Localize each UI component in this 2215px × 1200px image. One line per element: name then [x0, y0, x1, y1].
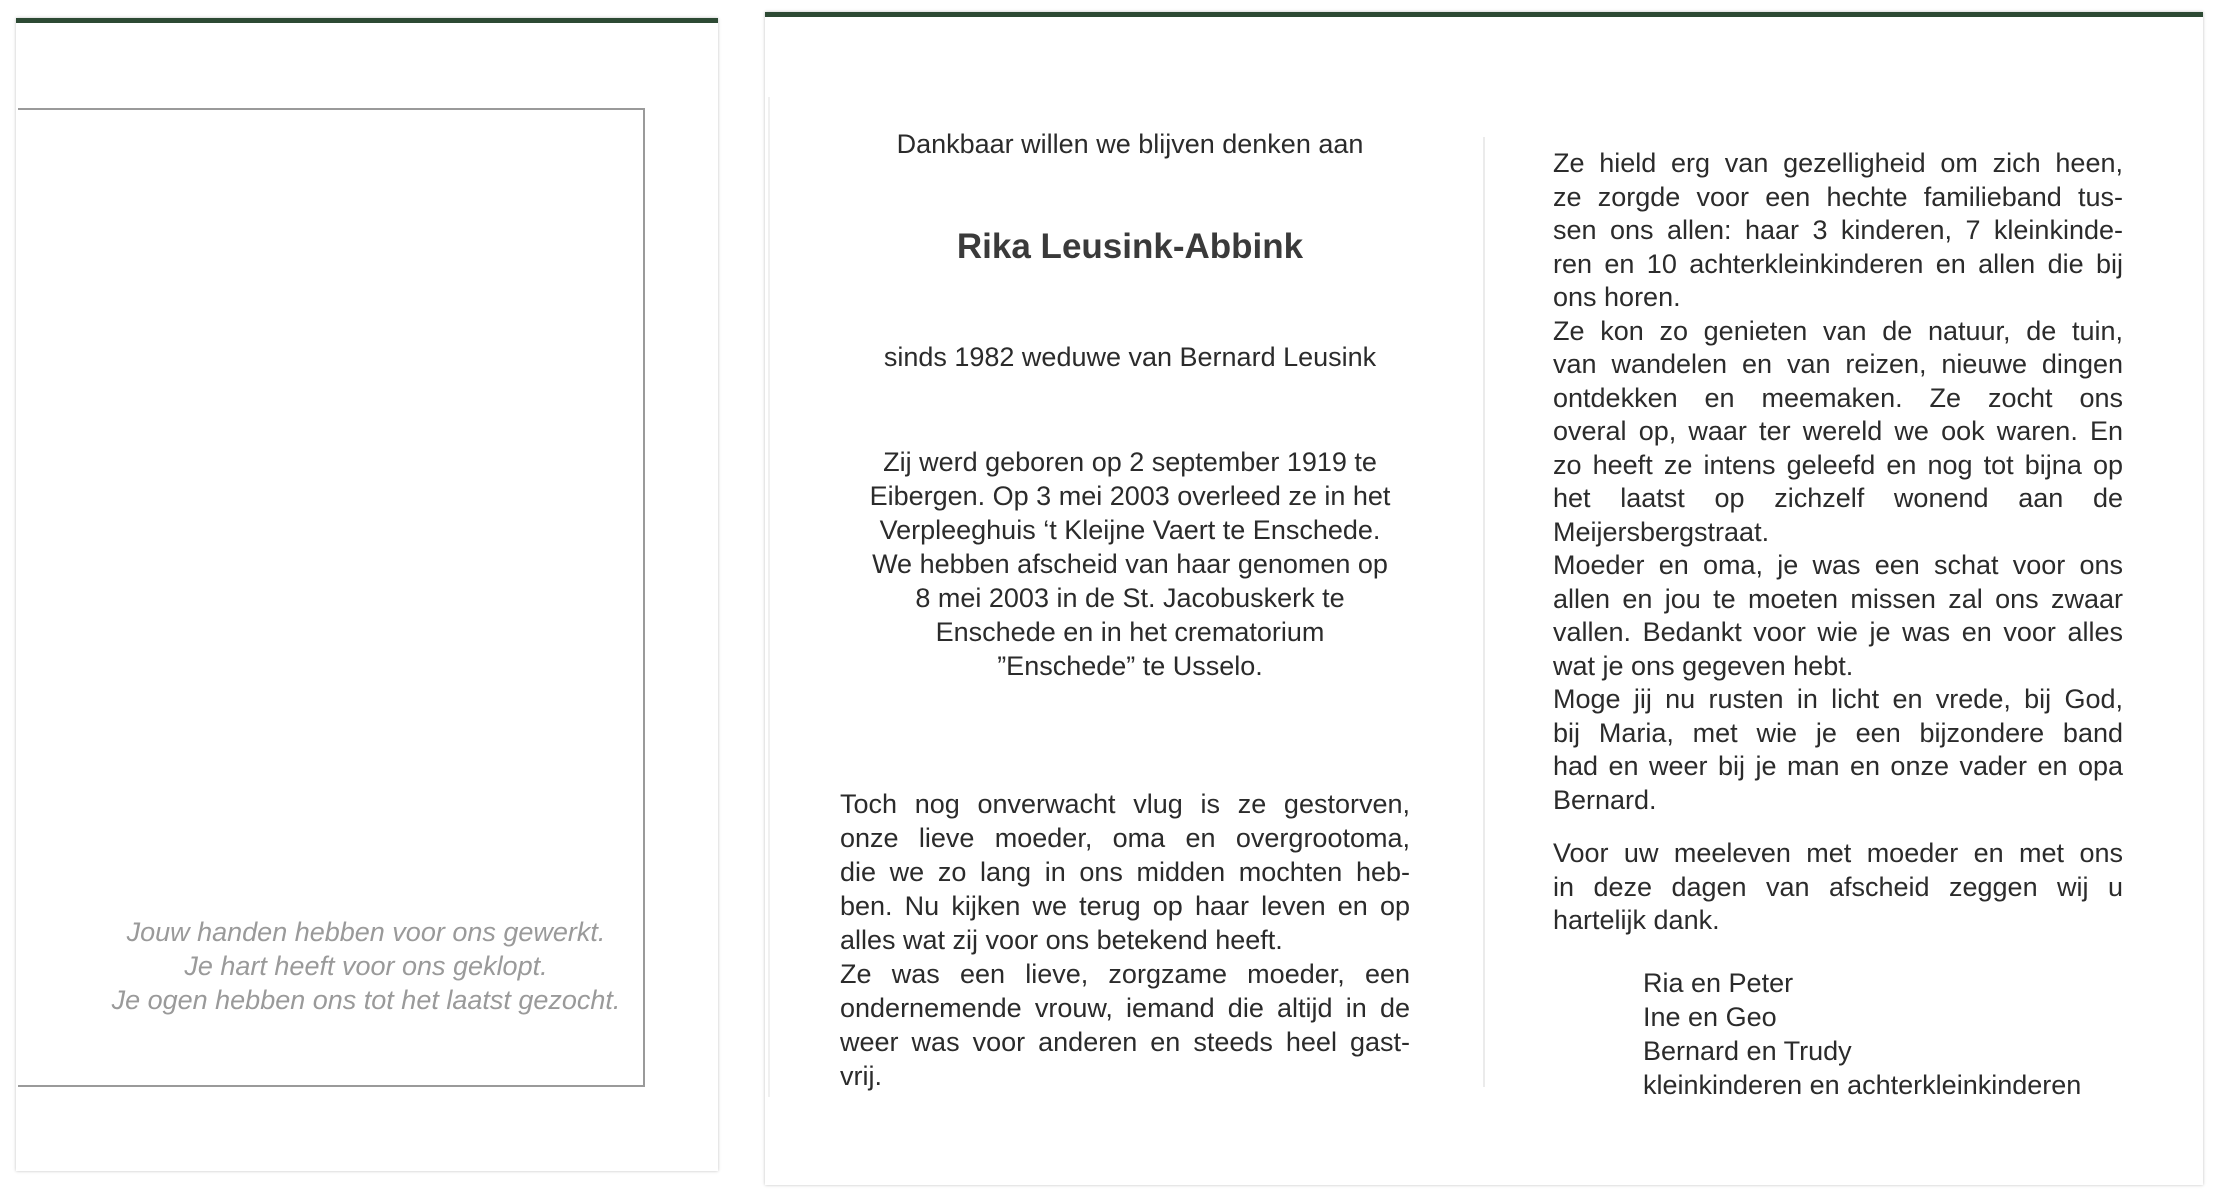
- right-card-panel: [765, 12, 2203, 1185]
- biography: [825, 445, 1435, 683]
- text-line: Bernard.: [1553, 784, 1657, 815]
- text-line: overal op, waar ter wereld we ook waren. En: [1553, 416, 2123, 446]
- text-line: allen en jou te moeten missen zal ons zwaar: [1553, 583, 2123, 614]
- text-line: het laatst op zichzelf wonend aan de: [1553, 483, 2123, 513]
- left-card-panel: [16, 18, 718, 1171]
- text-line: alles wat zij voor ons betekend heeft.: [840, 925, 1283, 955]
- bio-line: 8 mei 2003 in de St. Jacobuskerk te: [915, 583, 1345, 613]
- text-line: Ze was een lieve, zorgzame moeder, een: [840, 959, 1410, 989]
- signer-name: Ria en Peter: [1643, 967, 1794, 998]
- signer-name: kleinkinderen en achterkleinkinderen: [1643, 1069, 2082, 1100]
- text-line: van wandelen en van reizen, nieuwe dingen: [1553, 349, 2123, 379]
- text-line: Ze hield erg van gezelligheid om zich heen,: [1553, 148, 2123, 178]
- memorial-paragraph-2: [1553, 147, 2123, 817]
- text-line: die we zo lang in ons midden mochten heb-: [840, 857, 1410, 887]
- poem-line: Je hart heeft voor ons geklopt.: [184, 951, 548, 981]
- poem-line: Je ogen hebben ons tot het laatst gezocht.: [111, 985, 621, 1015]
- text-line: ren en 10 achterkleinkinderen en allen die bij: [1553, 248, 2123, 279]
- text-line: ondernemende vrouw, iemand die altijd in de: [840, 993, 1410, 1023]
- widow-text: sinds 1982 weduwe van Bernard Leusink: [883, 342, 1377, 372]
- bio-line: Verpleeghuis ‘t Kleijne Vaert te Enschede.: [879, 515, 1381, 545]
- text-line: Moeder en oma, je was een schat voor ons: [1553, 550, 2123, 580]
- text-line: onze lieve moeder, oma en overgrootoma,: [840, 823, 1410, 853]
- text-line: Ze kon zo genieten van de natuur, de tuin,: [1553, 315, 2123, 346]
- text-line: wat je ons gegeven hebt.: [1553, 650, 1854, 681]
- fold-line: [1483, 137, 1485, 1087]
- text-line: ontdekken en meemaken. Ze zocht ons: [1553, 382, 2123, 413]
- bio-line: Zij werd geboren op 2 september 1919 te: [883, 447, 1377, 477]
- text-line: bij Maria, met wie je een bijzondere band: [1553, 717, 2123, 748]
- poem: [56, 915, 676, 1017]
- text-line: vallen. Bedankt voor wie je was en voor alles: [1553, 617, 2123, 647]
- bio-line: ”Enschede” te Usselo.: [997, 651, 1263, 681]
- signers-list: [1643, 966, 2123, 1102]
- text-line: Toch nog onverwacht vlug is ze gestorven,: [840, 789, 1410, 819]
- bio-line: We hebben afscheid van haar genomen op: [872, 549, 1388, 579]
- bio-line: Enschede en in het crematorium: [935, 617, 1325, 647]
- intro-text: Dankbaar willen we blijven denken aan: [896, 129, 1364, 159]
- text-line: Voor uw meeleven met moeder en met ons: [1553, 838, 2123, 868]
- fold-line: [768, 97, 770, 1097]
- text-line: vrij.: [840, 1061, 882, 1091]
- deceased-name: Rika Leusink-Abbink: [956, 227, 1304, 266]
- signer-name: Ine en Geo: [1643, 1001, 1777, 1032]
- text-line: ze zorgde voor een hechte familieband tus-: [1553, 181, 2123, 212]
- signer-name: Bernard en Trudy: [1643, 1035, 1852, 1066]
- right-column: [1553, 147, 2123, 1102]
- text-line: zo heeft ze intens geleefd en nog tot bijna op: [1553, 449, 2123, 480]
- poem-line: Jouw handen hebben voor ons gewerkt.: [126, 917, 606, 947]
- text-line: hartelijk dank.: [1553, 905, 1720, 935]
- text-line: ons horen.: [1553, 282, 1681, 312]
- text-line: sen ons allen: haar 3 kinderen, 7 kleinkinde-: [1553, 215, 2123, 245]
- memorial-paragraph-1: [840, 787, 1410, 1093]
- text-line: weer was voor anderen en steeds heel gast-: [840, 1027, 1410, 1057]
- text-line: Moge jij nu rusten in licht en vrede, bij God,: [1553, 684, 2123, 714]
- text-line: in deze dagen van afscheid zeggen wij u: [1553, 871, 2123, 902]
- text-line: had en weer bij je man en onze vader en opa: [1553, 751, 2123, 781]
- text-line: Meijersbergstraat.: [1553, 516, 1770, 547]
- bio-line: Eibergen. Op 3 mei 2003 overleed ze in het: [869, 481, 1391, 511]
- text-line: ben. Nu kijken we terug op haar leven en op: [840, 891, 1410, 921]
- thanks-paragraph: [1553, 837, 2123, 938]
